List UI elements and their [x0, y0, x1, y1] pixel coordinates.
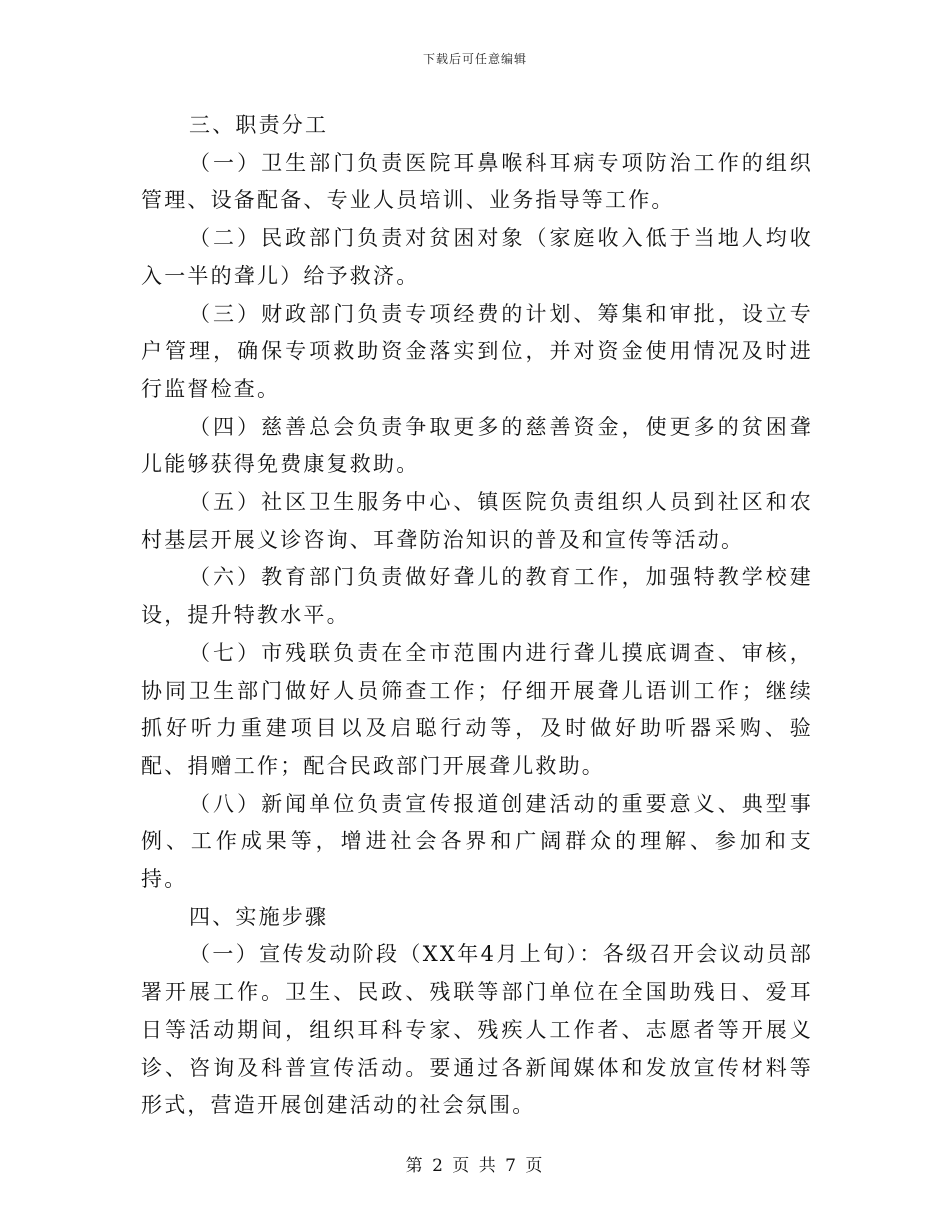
paragraph-community-health: （五）社区卫生服务中心、镇医院负责组织人员到社区和农村基层开展义诊咨询、耳聋防治知识的普及和宣传等活动。 — [141, 490, 813, 552]
paragraph-education: （六）教育部门负责做好聋儿的教育工作，加强特教学校建设，提升特教水平。 — [141, 565, 813, 628]
document-body — [141, 107, 813, 1125]
paragraph-civil-affairs: （二）民政部门负责对贫困对象（家庭收入低于当地人均收入一半的聋儿）给予救济。 — [141, 226, 813, 288]
page-number: 第 2 页 共 7 页 — [405, 1156, 545, 1176]
paragraph-charity: （四）慈善总会负责争取更多的慈善资金，使更多的贫困聋儿能够获得免费康复救助。 — [141, 414, 813, 477]
page-header-note: 下载后可任意编辑 — [422, 52, 527, 66]
section-heading-steps: 四、实施步骤 — [189, 904, 329, 929]
paragraph-news-units: （八）新闻单位负责宣传报道创建活动的重要意义、典型事例、工作成果等，增进社会各界和广阔群众的理解、参加和支持。 — [141, 791, 813, 892]
paragraph-disabled-federation: （七）市残联负责在全市范围内进行聋儿摸底调查、审核，协同卫生部门做好人员筛查工作；仔细开展聋儿语训工作；继续抓好听力重建项目以及启聪行动等，及时做好助听器采购、验配、捐赠工作；配合民政部门开展聋儿救助。 — [141, 640, 813, 778]
paragraph-publicity-stage: （一）宣传发动阶段（XX年4月上旬）：各级召开会议动员部署开展工作。卫生、民政、残联等部门单位在全国助残日、爱耳日等活动期间，组织耳科专家、残疾人工作者、志愿者等开展义诊、咨询及科普宣传活动。要通过各新闻媒体和发放宣传材料等形式，营造开展创建活动的社会氛围。 — [141, 942, 813, 1118]
paragraph-finance: （三）财政部门负责专项经费的计划、筹集和审批，设立专户管理，确保专项救助资金落实到位，并对资金使用情况及时进行监督检查。 — [141, 301, 813, 401]
section-heading-responsibilities: 三、职责分工 — [189, 113, 329, 137]
paragraph-health-dept: （一）卫生部门负责医院耳鼻喉科耳病专项防治工作的组织管理、设备配备、专业人员培训、业务指导等工作。 — [141, 150, 813, 213]
